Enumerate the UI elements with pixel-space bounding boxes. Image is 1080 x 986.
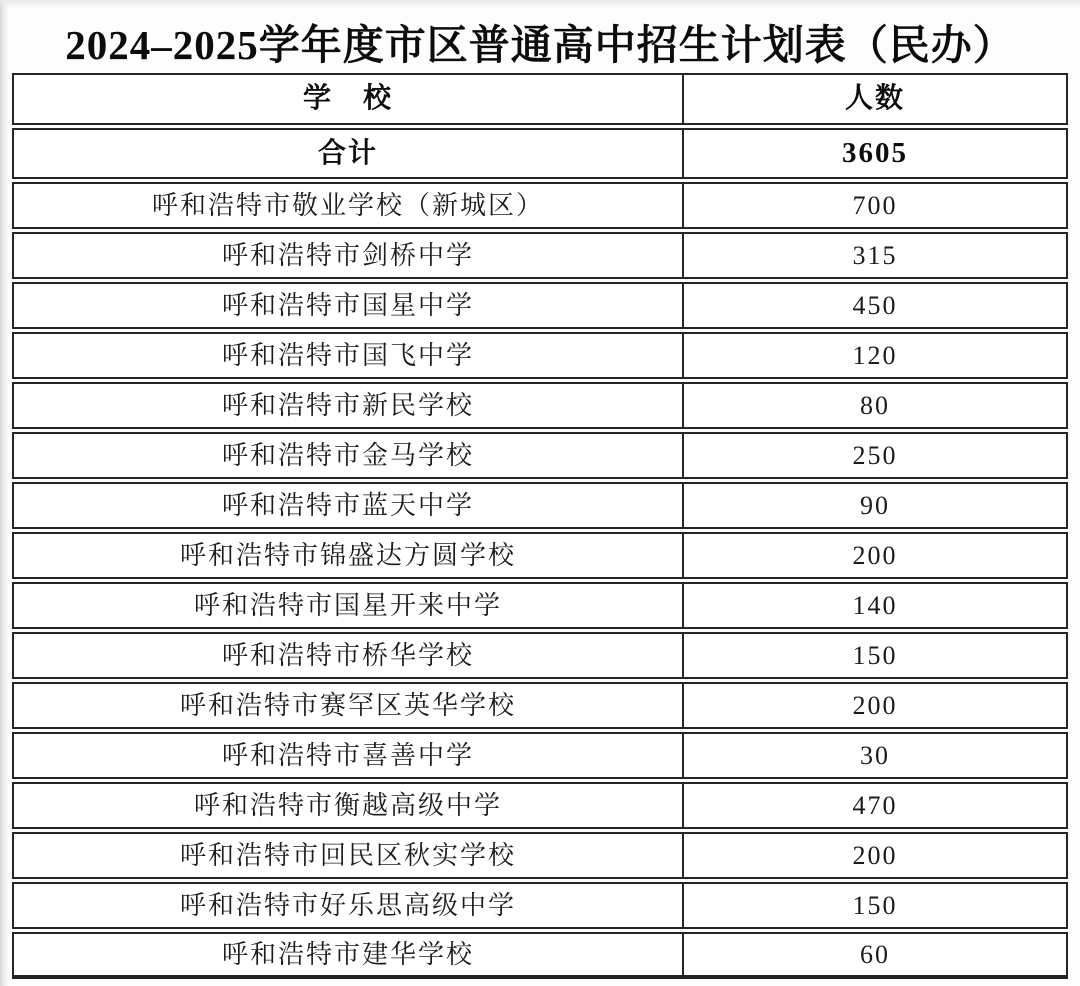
table-row: [12, 532, 1068, 579]
table-row: [12, 482, 1068, 529]
table-row: [12, 282, 1068, 329]
count-cell: 30: [860, 740, 891, 770]
school-name-cell: 呼和浩特市蓝天中学: [14, 484, 684, 527]
count-cell: 250: [852, 440, 898, 470]
table-row: [12, 682, 1068, 729]
school-name-cell: 呼和浩特市国星开来中学: [14, 584, 684, 627]
school-name-cell: 呼和浩特市敬业学校（新城区）: [14, 184, 684, 227]
table-row: [12, 932, 1068, 979]
table-row: [12, 582, 1068, 629]
table-row: [12, 182, 1068, 229]
count-cell: 700: [852, 190, 898, 220]
count-cell: 315: [852, 240, 898, 270]
school-column-header: 学 校: [14, 75, 684, 123]
table-row: [12, 232, 1068, 279]
school-name-cell: 呼和浩特市金马学校: [14, 434, 684, 477]
total-label-cell: 合计: [14, 130, 684, 177]
table-row: [12, 832, 1068, 879]
school-name-cell: 呼和浩特市国飞中学: [14, 334, 684, 377]
total-row: [12, 128, 1068, 179]
table-row: [12, 382, 1068, 429]
total-count-cell: 3605: [842, 137, 909, 169]
count-cell: 200: [852, 540, 898, 570]
table-row: [12, 432, 1068, 479]
table-row: [12, 632, 1068, 679]
count-cell: 150: [852, 890, 898, 920]
table-row: [12, 732, 1068, 779]
enrollment-plan-table: [12, 73, 1068, 979]
count-cell: 200: [852, 840, 898, 870]
count-cell: 470: [852, 790, 898, 820]
count-cell: 80: [860, 390, 891, 420]
count-cell: 90: [860, 490, 891, 520]
school-name-cell: 呼和浩特市回民区秋实学校: [14, 834, 684, 877]
count-cell: 150: [852, 640, 898, 670]
count-cell: 450: [852, 290, 898, 320]
school-name-cell: 呼和浩特市好乐思高级中学: [14, 884, 684, 927]
count-cell: 200: [852, 690, 898, 720]
count-column-header: 人数: [845, 83, 906, 114]
table-row: [12, 882, 1068, 929]
school-name-cell: 呼和浩特市喜善中学: [14, 734, 684, 777]
school-name-cell: 呼和浩特市桥华学校: [14, 634, 684, 677]
school-name-cell: 呼和浩特市新民学校: [14, 384, 684, 427]
school-name-cell: 呼和浩特市国星中学: [14, 284, 684, 327]
page-title: 2024–2025学年度市区普通高中招生计划表（民办）: [65, 22, 1015, 68]
count-cell: 120: [852, 340, 898, 370]
table-row: [12, 332, 1068, 379]
table-row: [12, 782, 1068, 829]
school-name-cell: 呼和浩特市建华学校: [14, 934, 684, 975]
school-name-cell: 呼和浩特市剑桥中学: [14, 234, 684, 277]
count-cell: 60: [860, 939, 891, 969]
school-name-cell: 呼和浩特市锦盛达方圆学校: [14, 534, 684, 577]
table-header-row: [12, 73, 1068, 125]
count-cell: 140: [852, 590, 898, 620]
school-name-cell: 呼和浩特市衡越高级中学: [14, 784, 684, 827]
school-name-cell: 呼和浩特市赛罕区英华学校: [14, 684, 684, 727]
